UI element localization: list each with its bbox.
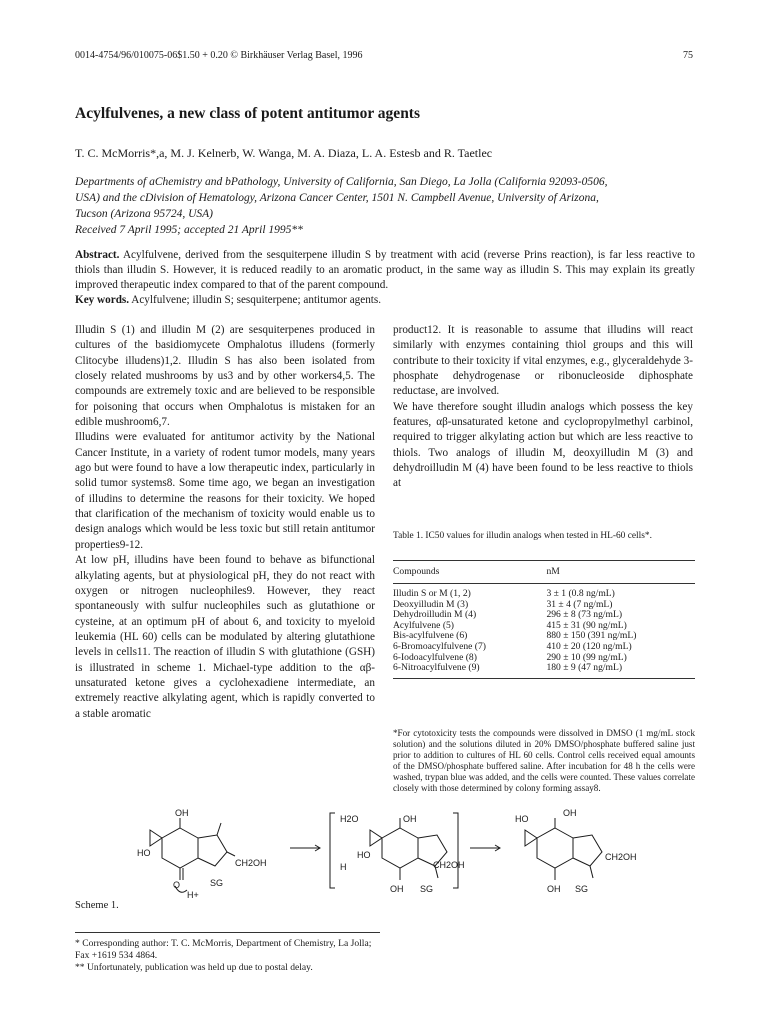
table-row — [393, 642, 695, 653]
reaction-scheme — [135, 808, 735, 898]
scheme-label-sg: SG — [575, 884, 589, 894]
table-header-compounds: Compounds — [393, 561, 546, 584]
paragraph: At low pH, illudins have been found to behave as bifunctional alkylating agents, but at physiological pH, they do not react with oxygen or nitrogen nucleophiles9. However, they react spontaneously with sulfur nucleophiles such as glutathione or cysteine, at an optimum pH of about 6, and toxicity to myeloid leukemia (HL 60) cells can be modulated by altering glutathione levels in cells11. The reaction of illudin S with glutathione (GSH) is illustrated in scheme 1. Michael-type addition to the αβ-unsaturated ketone gives a cyclohexadiene intermediate, an extremely reactive alkylating agent, which is rapidly converted to a stable aromatic — [75, 554, 375, 720]
table-footnote: *For cytotoxicity tests the compounds were dissolved in DMSO (1 mg/mL stock solution) and the solutions diluted in 20% DMSO/phosphate buffered saline just prior to addition to cultures of HL 60 cells. Control cells received equal amounts of the DMSO/phosphate buffered saline. After incubation for 48 h the cells were washed, trypan blue was added, and the cells were counted. These values correlate closely with those determined by colony forming assay8. — [393, 728, 695, 793]
table-cell: Bis-acylfulvene (6) — [393, 630, 468, 642]
paragraph: We have therefore sought illudin analogs which possess the key features, αβ-unsaturated ketone and cyclopropylmethyl carbinol, required to trigger alkylating action but which are less reactive to thiols. Two analogs of illudin M, deoxyilludin M (3) and dehydroilludin M (4) have been found to be less reactive to thiols at — [393, 400, 693, 490]
keywords-text: Acylfulvene; illudin S; sesquiterpene; antitumor agents. — [131, 294, 382, 306]
scheme-label-o: O — [173, 880, 181, 890]
table-cell: Deoxyilludin M (3) — [393, 598, 469, 610]
abstract-text: Acylfulvene, derived from the sesquiterpene illudin S by treatment with acid (reverse Prins reaction), is far less reactive to thiols than illudin S. However, it is reduced readily to an aromatic product, in the same way as illudin S. This may explain its greatly improved therapeutic index compared to that of the parent compound. — [75, 249, 695, 291]
scheme-label-oh: OH — [175, 808, 189, 818]
scheme-label-sg: SG — [420, 884, 434, 894]
table-cell: 180 ± 9 (47 ng/mL) — [546, 663, 695, 678]
running-head — [75, 50, 693, 61]
scheme-label-ho: HO — [357, 850, 371, 860]
scheme-label-hplus: H+ — [187, 890, 199, 898]
table-cell: 415 ± 31 (90 ng/mL) — [546, 619, 627, 631]
received-line: Received 7 April 1995; accepted 21 April 1995** — [75, 224, 303, 236]
page-number: 75 — [683, 50, 693, 61]
ic50-table — [393, 560, 695, 679]
corresponding-author-note: * Corresponding author: T. C. McMorris, Department of Chemistry, La Jolla; Fax +1619 534 4864. — [75, 938, 372, 961]
table-cell: 31 ± 4 (7 ng/mL) — [546, 598, 613, 610]
keywords-label: Key words. — [75, 294, 130, 306]
paragraph: Illudins were evaluated for antitumor activity by the National Cancer Institute, in a variety of rodent tumor models, many years ago but were found to have a low therapeutic index, particularly in solid tumor systems8. Some time ago, we began an investigation of illudins to determine the reasons for their toxicity. We hoped that clarification of the mechanism of toxicity would enable us to design analogs which would be less toxic but still retain antitumor properties9-12. — [75, 431, 375, 551]
body-column-left — [75, 323, 375, 722]
table-cell: 3 ± 1 (0.8 ng/mL) — [546, 588, 615, 599]
article-title: Acylfulvenes, a new class of potent antitumor agents — [75, 105, 421, 122]
table-caption: Table 1. IC50 values for illudin analogs when tested in HL-60 cells*. — [393, 531, 652, 541]
scheme-label-oh: OH — [563, 808, 577, 818]
table-cell: 296 ± 8 (73 ng/mL) — [546, 609, 623, 621]
abstract-label: Abstract. — [75, 249, 120, 261]
table-cell: 290 ± 10 (99 ng/mL) — [546, 651, 627, 663]
affiliation-line: Tucson (Arizona 95724, USA) — [75, 208, 213, 220]
table-cell: Illudin S or M (1, 2) — [393, 588, 471, 599]
scheme-label-ch2oh: CH2OH — [235, 858, 267, 868]
affiliation-line: Departments of aChemistry and bPathology, University of California, San Diego, La Jolla (California 92093-0506, — [75, 176, 608, 188]
bracket-left — [330, 813, 335, 888]
table-row — [393, 663, 695, 678]
table-cell: 6-Bromoacylfulvene (7) — [393, 640, 486, 652]
table-cell: Acylfulvene (5) — [393, 619, 455, 631]
scheme-label-ch2oh: CH2OH — [433, 860, 465, 870]
author-footnotes — [75, 932, 380, 974]
cyclopropane — [150, 830, 162, 846]
illudin-six-ring — [162, 828, 198, 868]
scheme-caption: Scheme 1. — [75, 900, 119, 911]
scheme-label-oh: OH — [403, 814, 417, 824]
scheme-label-h2o: H2O — [340, 814, 359, 824]
journal-code: 0014-4754/96/010075-06$1.50 + 0.20 © Birkhäuser Verlag Basel, 1996 — [75, 50, 363, 61]
scheme-label-oh: OH — [547, 884, 561, 894]
table-cell: Dehydroilludin M (4) — [393, 609, 477, 621]
author-list: T. C. McMorris*,a, M. J. Kelnerb, W. Wanga, M. A. Diaza, L. A. Estesb and R. Taetlec — [75, 146, 493, 160]
scheme-label-ch2oh: CH2OH — [605, 852, 637, 862]
scheme-label-ho: HO — [137, 848, 151, 858]
scheme-label-ho: HO — [515, 814, 529, 824]
table-cell: 410 ± 20 (120 ng/mL) — [546, 640, 632, 652]
scheme-label-oh: OH — [390, 884, 404, 894]
body-column-right — [393, 323, 693, 492]
affiliations — [75, 174, 695, 238]
affiliation-line: USA) and the cDivision of Hematology, Arizona Cancer Center, 1501 N. Campbell Avenue, University of Arizona, — [75, 192, 599, 204]
table-cell: 880 ± 150 (391 ng/mL) — [546, 630, 637, 642]
paragraph: product12. It is reasonable to assume that illudins will react similarly with enzymes containing thiol groups and this will contribute to their toxicity if vital enzymes, e.g., glyceraldehyde 3-phosphate dehydrogenase or ribonucleoside diphosphate reductase, are involved. — [393, 324, 693, 398]
publication-delay-note: ** Unfortunately, publication was held up due to postal delay. — [75, 962, 313, 973]
paragraph: Illudin S (1) and illudin M (2) are sesquiterpenes produced in cultures of the basidiomycete Omphalotus illudens (formerly Clitocybe illudens)1,2. Illudin S has also been isolated from closely related mushrooms by us3 and by other workers4,5. The compounds are extremely toxic and are believed to be responsible for poisoning that occurs when Omphalotus is mistaken for an edible mushroom6,7. — [75, 324, 375, 429]
bracket-right — [453, 813, 458, 888]
scheme-label-sg: SG — [210, 878, 224, 888]
abstract — [75, 248, 695, 308]
table-header-nm: nM — [546, 561, 695, 584]
table-cell: 6-Iodoacylfulvene (8) — [393, 651, 477, 663]
scheme-label-h: H — [340, 862, 347, 872]
illudin-five-ring — [198, 835, 227, 866]
table-cell: 6-Nitroacylfulvene (9) — [393, 663, 546, 678]
table-row — [393, 584, 695, 600]
